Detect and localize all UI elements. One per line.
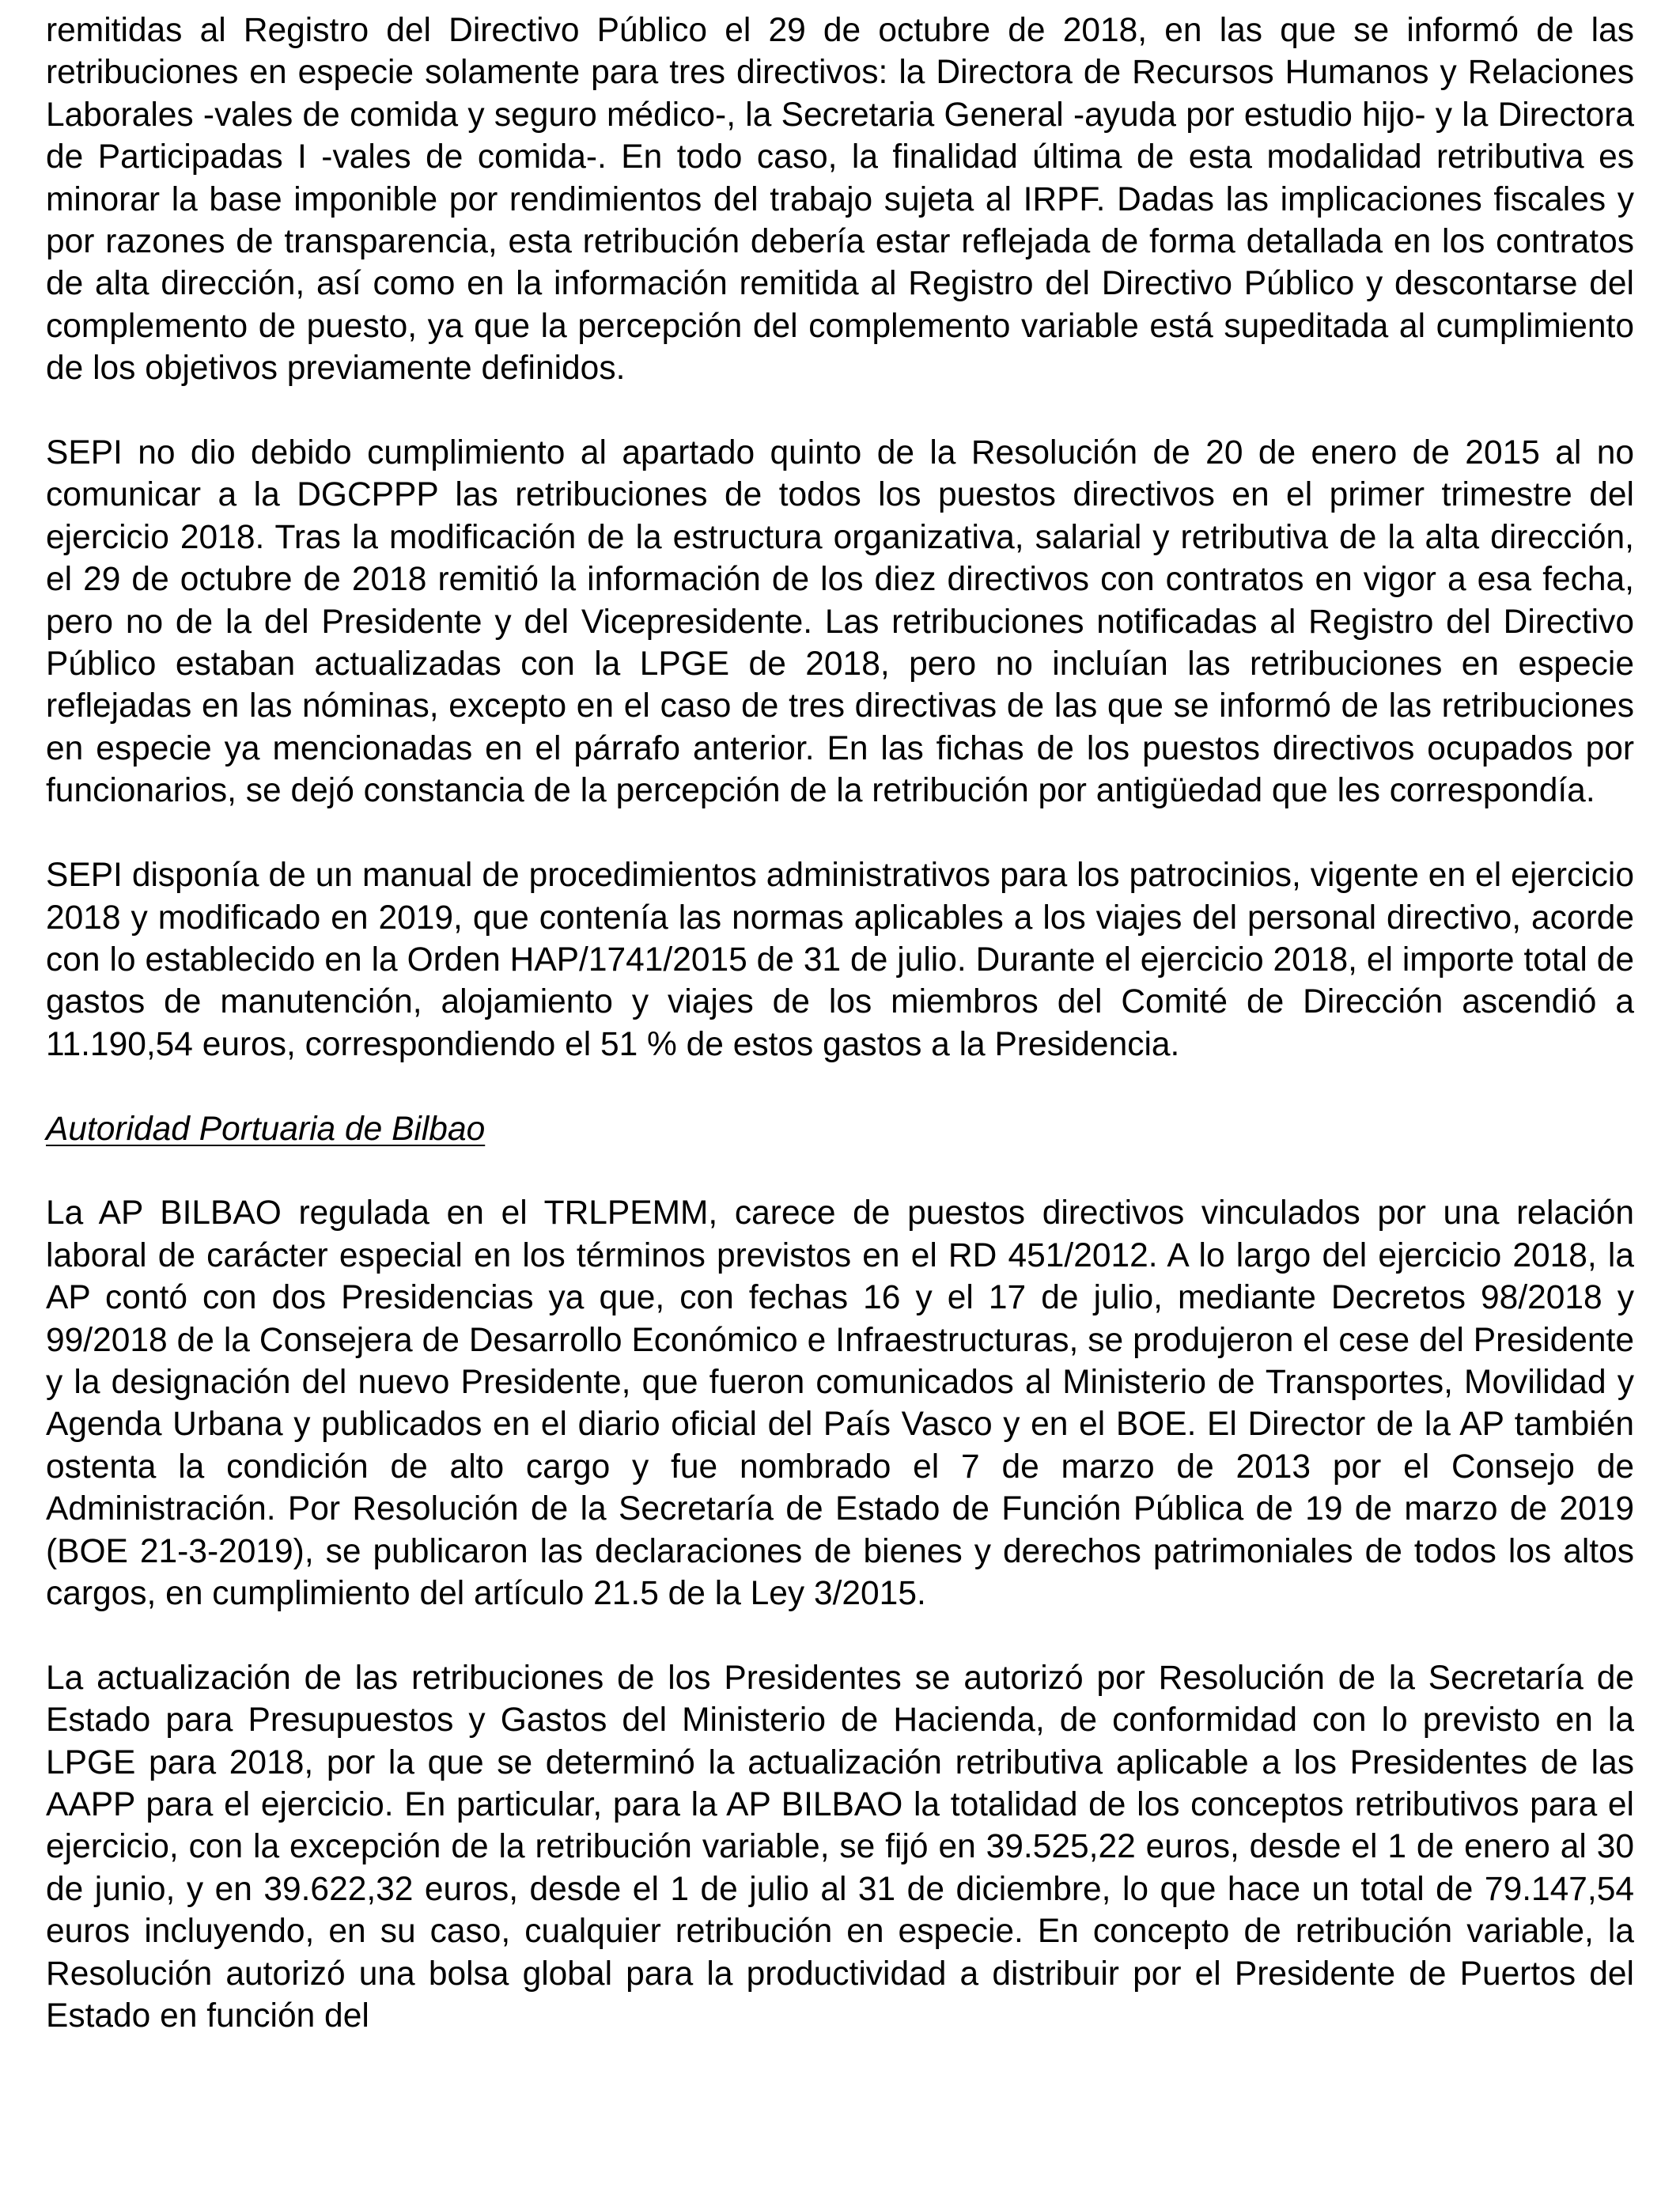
paragraph: La actualización de las retribuciones de los Presidentes se autorizó por Resolución de la Secretaría de Estado para Presupuestos y Gastos del Ministerio de Hacienda, de conformidad con lo previsto en la LPGE para 2018, por la que se determinó la actualización retributiva aplicable a los Presidentes de las AAPP para el ejercicio. En particular, para la AP BILBAO la totalidad de los conceptos retributivos para el ejercicio, con la excepción de la retribución variable, se fijó en 39.525,22 euros, desde el 1 de enero al 30 de junio, y en 39.622,32 euros, desde el 1 de julio al 31 de diciembre, lo que hace un total de 79.147,54 euros incluyendo, en su caso, cualquier retribución en especie. En concepto de retribución variable, la Resolución autorizó una bolsa global para la productividad a distribuir por el Presidente de Puertos del Estado en función del (46, 1659, 1634, 2035)
paragraph: La AP BILBAO regulada en el TRLPEMM, carece de puestos directivos vinculados por una relación laboral de carácter especial en los términos previstos en el RD 451/2012. A lo largo del ejercicio 2018, la AP contó con dos Presidencias ya que, con fechas 16 y el 17 de julio, mediante Decretos 98/2018 y 99/2018 de la Consejera de Desarrollo Económico e Infraestructuras, se produjeron el cese del Presidente y la designación del nuevo Presidente, que fueron comunicados al Ministerio de Transportes, Movilidad y Agenda Urbana y publicados en el diario oficial del País Vasco y en el BOE. El Director de la AP también ostenta la condición de alto cargo y fue nombrado el 7 de marzo de 2013 por el Consejo de Administración. Por Resolución de la Secretaría de Estado de Función Pública de 19 de marzo de 2019 (BOE 21-3-2019), se publicaron las declaraciones de bienes y derechos patrimoniales de todos los altos cargos, en cumplimiento del artículo 21.5 de la Ley 3/2015. (46, 1194, 1634, 1612)
paragraph: SEPI no dio debido cumplimiento al apartado quinto de la Resolución de 20 de enero de 2015 al no comunicar a la DGCPPP las retribuciones de todos los puestos directivos en el primer trimestre del ejercicio 2018. Tras la modificación de la estructura organizativa, salarial y retributiva de la alta dirección, el 29 de octubre de 2018 remitió la información de los diez directivos con contratos en vigor a esa fecha, pero no de la del Presidente y del Vicepresidente. Las retribuciones notificadas al Registro del Directivo Público estaban actualizadas con la LPGE de 2018, pero no incluían las retribuciones en especie reflejadas en las nóminas, excepto en el caso de tres directivas de las que se informó de las retribuciones en especie ya mencionadas en el párrafo anterior. En las fichas de los puestos directivos ocupados por funcionarios, se dejó constancia de la percepción de la retribución por antigüedad que les correspondía. (46, 434, 1634, 810)
section-heading: Autoridad Portuaria de Bilbao (46, 1110, 486, 1148)
paragraph: SEPI disponía de un manual de procedimientos administrativos para los patrocinios, vigente en el ejercicio 2018 y modificado en 2019, que contenía las normas aplicables a los viajes del personal directivo, acorde con lo establecido en la Orden HAP/1741/2015 de 31 de julio. Durante el ejercicio 2018, el importe total de gastos de manutención, alojamiento y viajes de los miembros del Comité de Dirección ascendió a 11.190,54 euros, correspondiendo el 51 % de estos gastos a la Presidencia. (46, 857, 1634, 1063)
document-page (46, 9, 1634, 2080)
paragraph: remitidas al Registro del Directivo Público el 29 de octubre de 2018, en las que se informó de las retribuciones en especie solamente para tres directivos: la Directora de Recursos Humanos y Relaciones Laborales -vales de comida y seguro médico-, la Secretaria General -ayuda por estudio hijo- y la Directora de Participadas I -vales de comida-. En todo caso, la finalidad última de esta modalidad retributiva es minorar la base imponible por rendimientos del trabajo sujeta al IRPF. Dadas las implicaciones fiscales y por razones de transparencia, esta retribución debería estar reflejada de forma detallada en los contratos de alta dirección, así como en la información remitida al Registro del Directivo Público y descontarse del complemento de puesto, ya que la percepción del complemento variable está supeditada al cumplimiento de los objetivos previamente definidos. (46, 12, 1634, 388)
